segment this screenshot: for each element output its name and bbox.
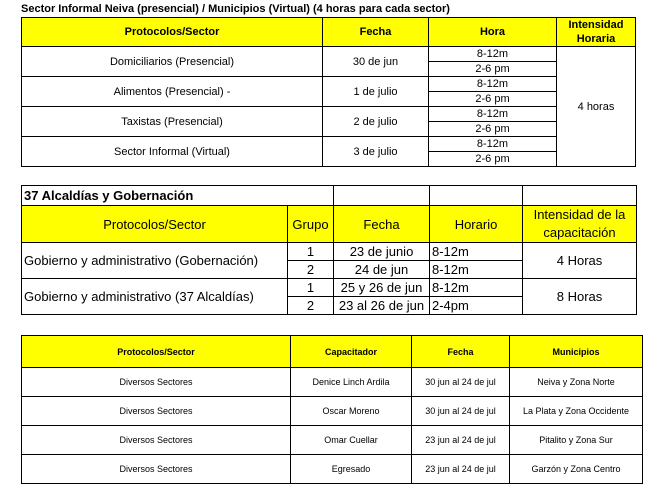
row-hora: 8-12m [429,137,557,152]
row-municipios: La Plata y Zona Occidente [510,397,643,426]
table-row [22,426,643,455]
table-row [22,455,643,484]
row-hora: 8-12m [429,47,557,62]
row-sector: Diversos Sectores [22,368,291,397]
header-fecha: Fecha [323,18,429,47]
row-fecha: 23 jun al 24 de jul [412,426,510,455]
row-fecha: 25 y 26 de jun [334,279,430,297]
header-grupo: Grupo [288,206,334,243]
row-capacitador: Egresado [291,455,412,484]
header-protocolos: Protocolos/Sector [22,206,288,243]
table-row [22,368,643,397]
row-fecha: 2 de julio [323,107,429,137]
header-horario: Horario [430,206,523,243]
capacitadores-table [21,335,643,484]
row-grupo: 2 [288,261,334,279]
header-hora: Hora [429,18,557,47]
row-fecha: 30 de jun [323,47,429,77]
table-row [22,397,643,426]
row-capacitador: Denice Linch Ardila [291,368,412,397]
row-sector: Taxistas (Presencial) [22,107,323,137]
intensidad-value: 4 horas [557,47,636,167]
row-fecha: 24 de jun [334,261,430,279]
alcaldias-table [21,185,637,315]
row-fecha: 3 de julio [323,137,429,167]
row-municipios: Pitalito y Zona Sur [510,426,643,455]
row-horario: 8-12m [430,261,523,279]
block-sector: Gobierno y administrativo (37 Alcaldías) [22,279,288,315]
informal-sector-table [21,17,636,167]
row-grupo: 2 [288,297,334,315]
row-sector: Domiciliarios (Presencial) [22,47,323,77]
row-hora: 2-6 pm [429,62,557,77]
row-hora: 2-6 pm [429,92,557,107]
row-horario: 2-4pm [430,297,523,315]
row-sector: Sector Informal (Virtual) [22,137,323,167]
header-protocolos: Protocolos/Sector [22,18,323,47]
row-sector: Diversos Sectores [22,455,291,484]
header-intensidad: Intensidad Horaria [557,18,636,47]
header-intensidad: Intensidad de la capacitación [523,206,637,243]
row-sector: Diversos Sectores [22,397,291,426]
header-fecha: Fecha [412,336,510,368]
row-fecha: 23 al 26 de jun [334,297,430,315]
row-municipios: Neiva y Zona Norte [510,368,643,397]
row-grupo: 1 [288,243,334,261]
table2-title: 37 Alcaldías y Gobernación [22,186,288,206]
row-hora: 8-12m [429,107,557,122]
row-horario: 8-12m [430,279,523,297]
row-fecha: 23 de junio [334,243,430,261]
row-sector: Alimentos (Presencial) - [22,77,323,107]
row-grupo: 1 [288,279,334,297]
block-intensidad: 8 Horas [523,279,637,315]
block-intensidad: 4 Horas [523,243,637,279]
row-hora: 8-12m [429,77,557,92]
row-fecha: 30 jun al 24 de jul [412,368,510,397]
row-fecha: 1 de julio [323,77,429,107]
row-municipios: Garzón y Zona Centro [510,455,643,484]
header-protocolos: Protocolos/Sector [22,336,291,368]
row-hora: 2-6 pm [429,152,557,167]
row-capacitador: Oscar Moreno [291,397,412,426]
row-fecha: 23 jun al 24 de jul [412,455,510,484]
header-capacitador: Capacitador [291,336,412,368]
row-horario: 8-12m [430,243,523,261]
table1-title: Sector Informal Neiva (presencial) / Municipios (Virtual) (4 horas para cada sector) [21,3,450,15]
row-hora: 2-6 pm [429,122,557,137]
row-fecha: 30 jun al 24 de jul [412,397,510,426]
row-capacitador: Omar Cuellar [291,426,412,455]
header-fecha: Fecha [334,206,430,243]
row-sector: Diversos Sectores [22,426,291,455]
block-sector: Gobierno y administrativo (Gobernación) [22,243,288,279]
header-municipios: Municipios [510,336,643,368]
